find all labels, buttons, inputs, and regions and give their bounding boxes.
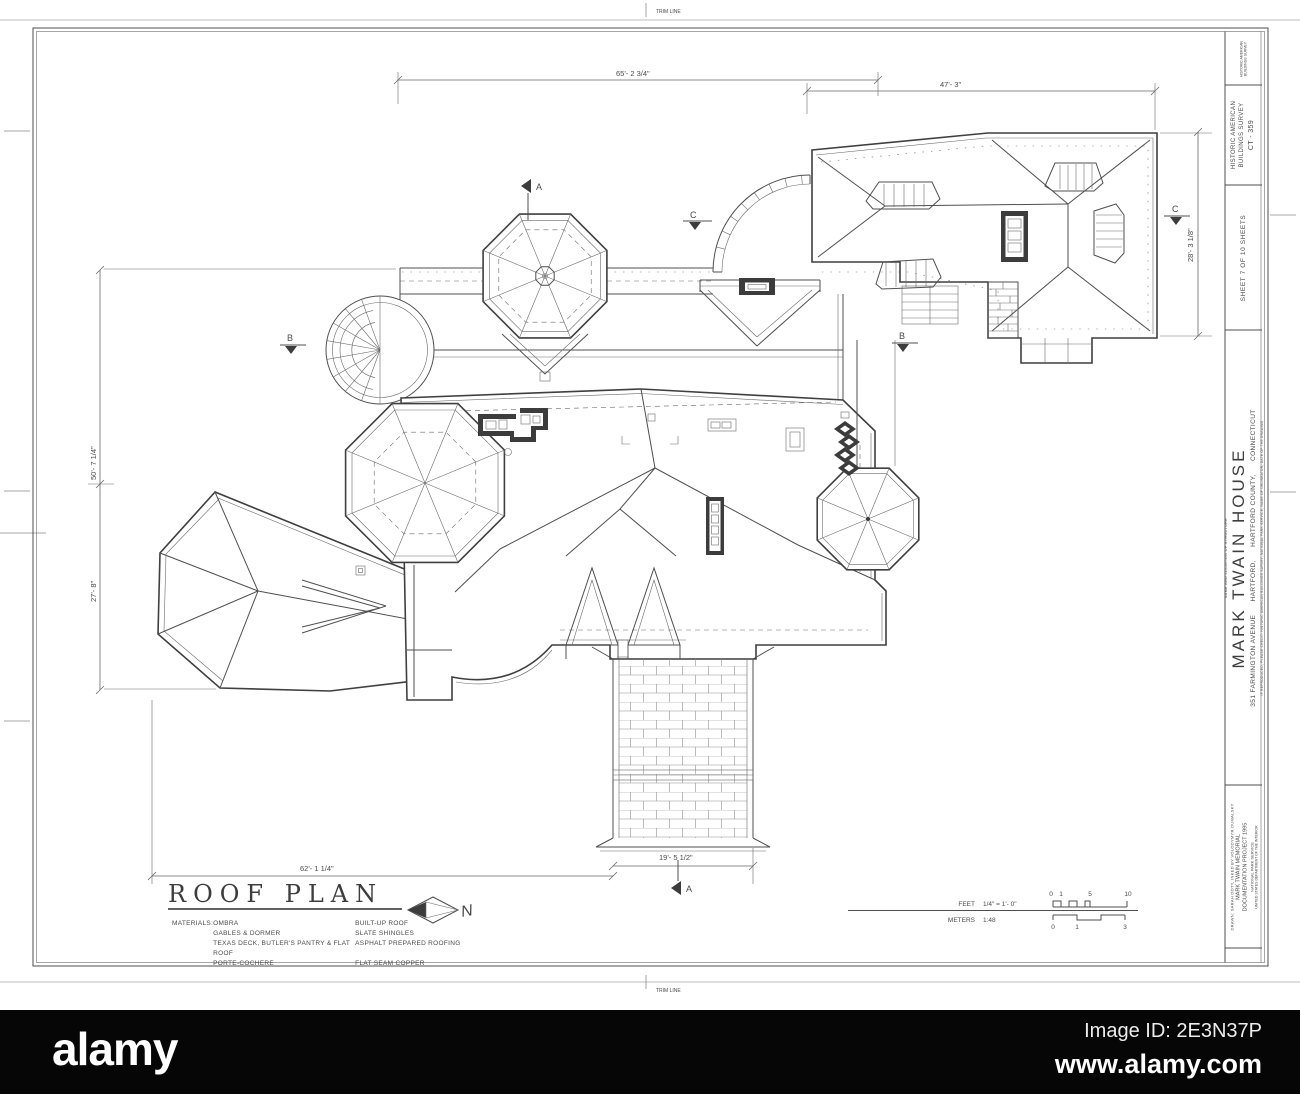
- top-octagon-turret: [483, 214, 607, 381]
- alamy-logo: alamy: [52, 1023, 178, 1075]
- structure-address: 351 FARMINGTON AVENUE HARTFORD, HARTFORD COUNTY, CONNECTICUT: [1249, 408, 1257, 707]
- svg-text:0: 0: [1051, 924, 1055, 931]
- materials-row: MATERIALS: OMBRA BUILT-UP ROOF: [172, 919, 461, 929]
- scale-meters-ratio: 1:48: [983, 917, 996, 924]
- dim-top-right: 47'- 3": [940, 80, 962, 89]
- section-marker-b-left: [280, 333, 306, 354]
- dim-bottom-main: 62'- 1 1/4": [300, 864, 334, 873]
- section-marker-c-right: [1164, 204, 1190, 225]
- titleblock-sheet-number: SHEET 7 OF 10 SHEETS: [1239, 214, 1247, 301]
- name-header: NAME AND LOCATION OF STRUCTURE: [1223, 517, 1228, 598]
- materials-row: TEXAS DECK, BUTLER'S PANTRY & FLAT ROOF ASPHALT PREPARED ROOFING: [213, 940, 461, 958]
- fan-conservatory: [700, 175, 820, 346]
- drawn-by: DRAWN: SARAH DOTY, INKED BY VOLODYMYR DUMALSKY: [1228, 802, 1234, 931]
- svg-text:B: B: [899, 331, 906, 341]
- svg-text:C: C: [1172, 204, 1179, 214]
- dim-walk: 19'- 5 1/2": [659, 853, 693, 862]
- svg-text:A: A: [686, 884, 693, 894]
- svg-text:1: 1: [1075, 924, 1079, 931]
- dim-left-upper: 50'- 7 1/4": [89, 446, 98, 480]
- spiral-turret: [326, 296, 434, 404]
- svg-text:1: 1: [1059, 891, 1063, 898]
- titleblock-survey: HISTORIC AMERICAN BUILDINGS SURVEY CT - 359: [1225, 85, 1262, 185]
- scale-feet-label: FEET: [958, 901, 975, 908]
- dim-top-main: 65'- 2 3/4": [616, 69, 650, 78]
- scale-meters-label: METERS: [947, 917, 975, 924]
- section-marker-b-right: [892, 331, 918, 352]
- titleblock-project: DRAWN: SARAH DOTY, INKED BY VOLODYMYR DUMALSKY MARK TWAIN MEMORIAL DOCUMENTATION PROJECT 1995 NATIONAL PARK SERVICE UNITED STATES DEPARTMENT OF THE INTERIOR: [1225, 785, 1262, 948]
- materials-label: MATERIALS:: [172, 920, 214, 927]
- dim-left-lower: 27'- 8": [89, 580, 98, 602]
- svg-text:3: 3: [1123, 924, 1127, 931]
- service-wing: [812, 133, 1157, 363]
- section-marker-c-top: [683, 210, 712, 230]
- svg-text:5: 5: [1088, 891, 1092, 898]
- svg-text:B: B: [287, 333, 294, 343]
- materials-row: GABLES & DORMER SLATE SHINGLES: [213, 930, 415, 938]
- survey-number: CT - 359: [1247, 119, 1255, 151]
- titleblock-agency-small: HISTORIC AMERICAN BUILDINGS SURVEY: [1239, 40, 1248, 77]
- titleblock-structure-name: [1225, 330, 1262, 785]
- svg-text:10: 10: [1124, 891, 1132, 898]
- trim-line-label-bottom: TRIM LINE: [656, 988, 681, 994]
- drawing-title: ROOF PLAN: [168, 880, 384, 908]
- structure-name: MARK TWAIN HOUSE: [1229, 447, 1248, 668]
- image-id: Image ID: 2E3N37P: [1084, 1020, 1262, 1042]
- materials-row: PORTE-COCHERE FLAT SEAM COPPER: [213, 960, 425, 968]
- scale-bars: [848, 891, 1138, 931]
- materials-list: [172, 919, 461, 969]
- section-marker-a-bottom: [671, 860, 692, 895]
- trim-line-label-top: TRIM LINE: [656, 9, 681, 15]
- svg-text:A: A: [536, 182, 543, 192]
- brick-walkway: [592, 647, 774, 851]
- repro-credit: IF REPRODUCED, PLEASE CREDIT: HISTORIC AMERICAN BUILDINGS SURVEY, NATIONAL PARK SERVICE, NAME OF DELINEATOR, DATE OF THE DRAWING: [1259, 420, 1264, 695]
- svg-text:0: 0: [1049, 891, 1053, 898]
- dim-right: 28'- 3 1/8": [1186, 228, 1195, 262]
- alamy-url: www.alamy.com: [1054, 1049, 1262, 1079]
- watermark-bar: [0, 1010, 1300, 1094]
- north-glyph: N: [459, 902, 475, 921]
- svg-text:C: C: [690, 210, 697, 220]
- scale-feet-ratio: 1/4" = 1'- 0": [983, 901, 1017, 908]
- drawing-title-block: [168, 880, 383, 908]
